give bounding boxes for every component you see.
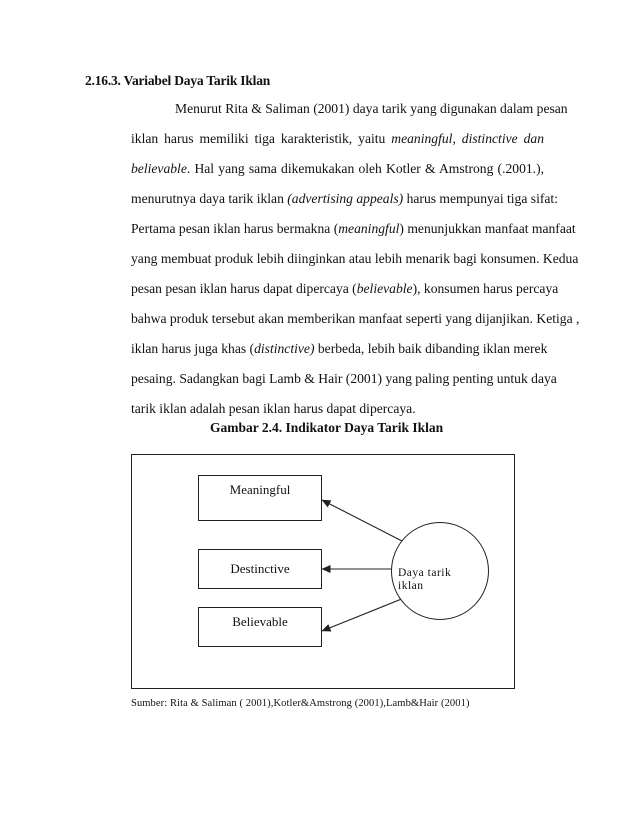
text-run: iklan harus memiliki tiga karakteristik, yaitu bbox=[131, 131, 392, 146]
indicator-box-believable bbox=[198, 607, 322, 647]
text-run: harus mempunyai tiga sifat: bbox=[403, 191, 558, 206]
text-run: bahwa produk tersebut akan memberikan manfaat seperti yang dijanjikan. Ketiga , bbox=[131, 311, 580, 326]
body-paragraph bbox=[131, 94, 580, 424]
indicator-label-meaningful: Meaningful bbox=[229, 482, 291, 497]
indicator-box-destinctive bbox=[198, 549, 322, 589]
text-run: Pertama pesan iklan harus bermakna ( bbox=[131, 221, 339, 236]
italic-term: (advertising appeals) bbox=[287, 191, 404, 206]
paragraph-line bbox=[131, 334, 548, 364]
italic-term: distinctive) bbox=[254, 341, 315, 356]
text-run: menurutnya daya tarik iklan bbox=[131, 191, 288, 206]
text-run: ) menunjukkan manfaat manfaat bbox=[399, 221, 576, 236]
paragraph-line bbox=[131, 94, 568, 124]
text-run: berbeda, lebih baik dibanding iklan merek bbox=[314, 341, 548, 356]
text-run: Menurut Rita & Saliman (2001) daya tarik yang digunakan dalam pesan bbox=[175, 101, 568, 116]
text-run: pesan pesan iklan harus dapat dipercaya ( bbox=[131, 281, 357, 296]
indicator-label-believable: Believable bbox=[232, 614, 288, 629]
indicator-box-meaningful bbox=[198, 475, 322, 521]
arrow-to-believable bbox=[322, 598, 404, 631]
italic-term: believable bbox=[131, 161, 187, 176]
text-run: tarik iklan adalah pesan iklan harus dapat dipercaya. bbox=[131, 401, 416, 416]
italic-term: believable bbox=[356, 281, 413, 296]
section-heading: 2.16.3. Variabel Daya Tarik Iklan bbox=[85, 73, 271, 88]
paragraph-line bbox=[131, 184, 558, 214]
arrow-to-meaningful bbox=[322, 500, 402, 541]
italic-term: meaningful, distinctive dan bbox=[391, 131, 544, 146]
source-note: Sumber: Rita & Saliman ( 2001),Kotler&Amstrong (2001),Lamb&Hair (2001) bbox=[131, 698, 470, 709]
paragraph-line bbox=[131, 274, 559, 304]
center-circle-label: Daya tarik iklan bbox=[398, 567, 452, 592]
text-run: ), konsumen harus percaya bbox=[412, 281, 559, 296]
text-run: pesaing. Sadangkan bagi Lamb & Hair (2001) yang paling penting untuk daya bbox=[131, 371, 557, 386]
paragraph-line bbox=[131, 124, 544, 154]
text-run: . Hal yang sama dikemukakan oleh Kotler & Amstrong (.2001.), bbox=[186, 161, 544, 176]
figure-caption: Gambar 2.4. Indikator Daya Tarik Iklan bbox=[210, 420, 444, 435]
paragraph-line bbox=[131, 364, 557, 394]
paragraph-line bbox=[131, 304, 580, 334]
paragraph-line bbox=[131, 154, 544, 184]
text-run: iklan harus juga khas ( bbox=[131, 341, 255, 356]
italic-term: meaningful bbox=[338, 221, 400, 236]
indicator-label-destinctive: Destinctive bbox=[230, 561, 290, 576]
text-run: yang membuat produk lebih diinginkan atau lebih menarik bagi konsumen. Kedua bbox=[131, 251, 579, 266]
center-circle bbox=[391, 522, 489, 620]
figure-frame bbox=[131, 454, 515, 689]
paragraph-line bbox=[131, 214, 576, 244]
paragraph-line bbox=[131, 244, 579, 274]
